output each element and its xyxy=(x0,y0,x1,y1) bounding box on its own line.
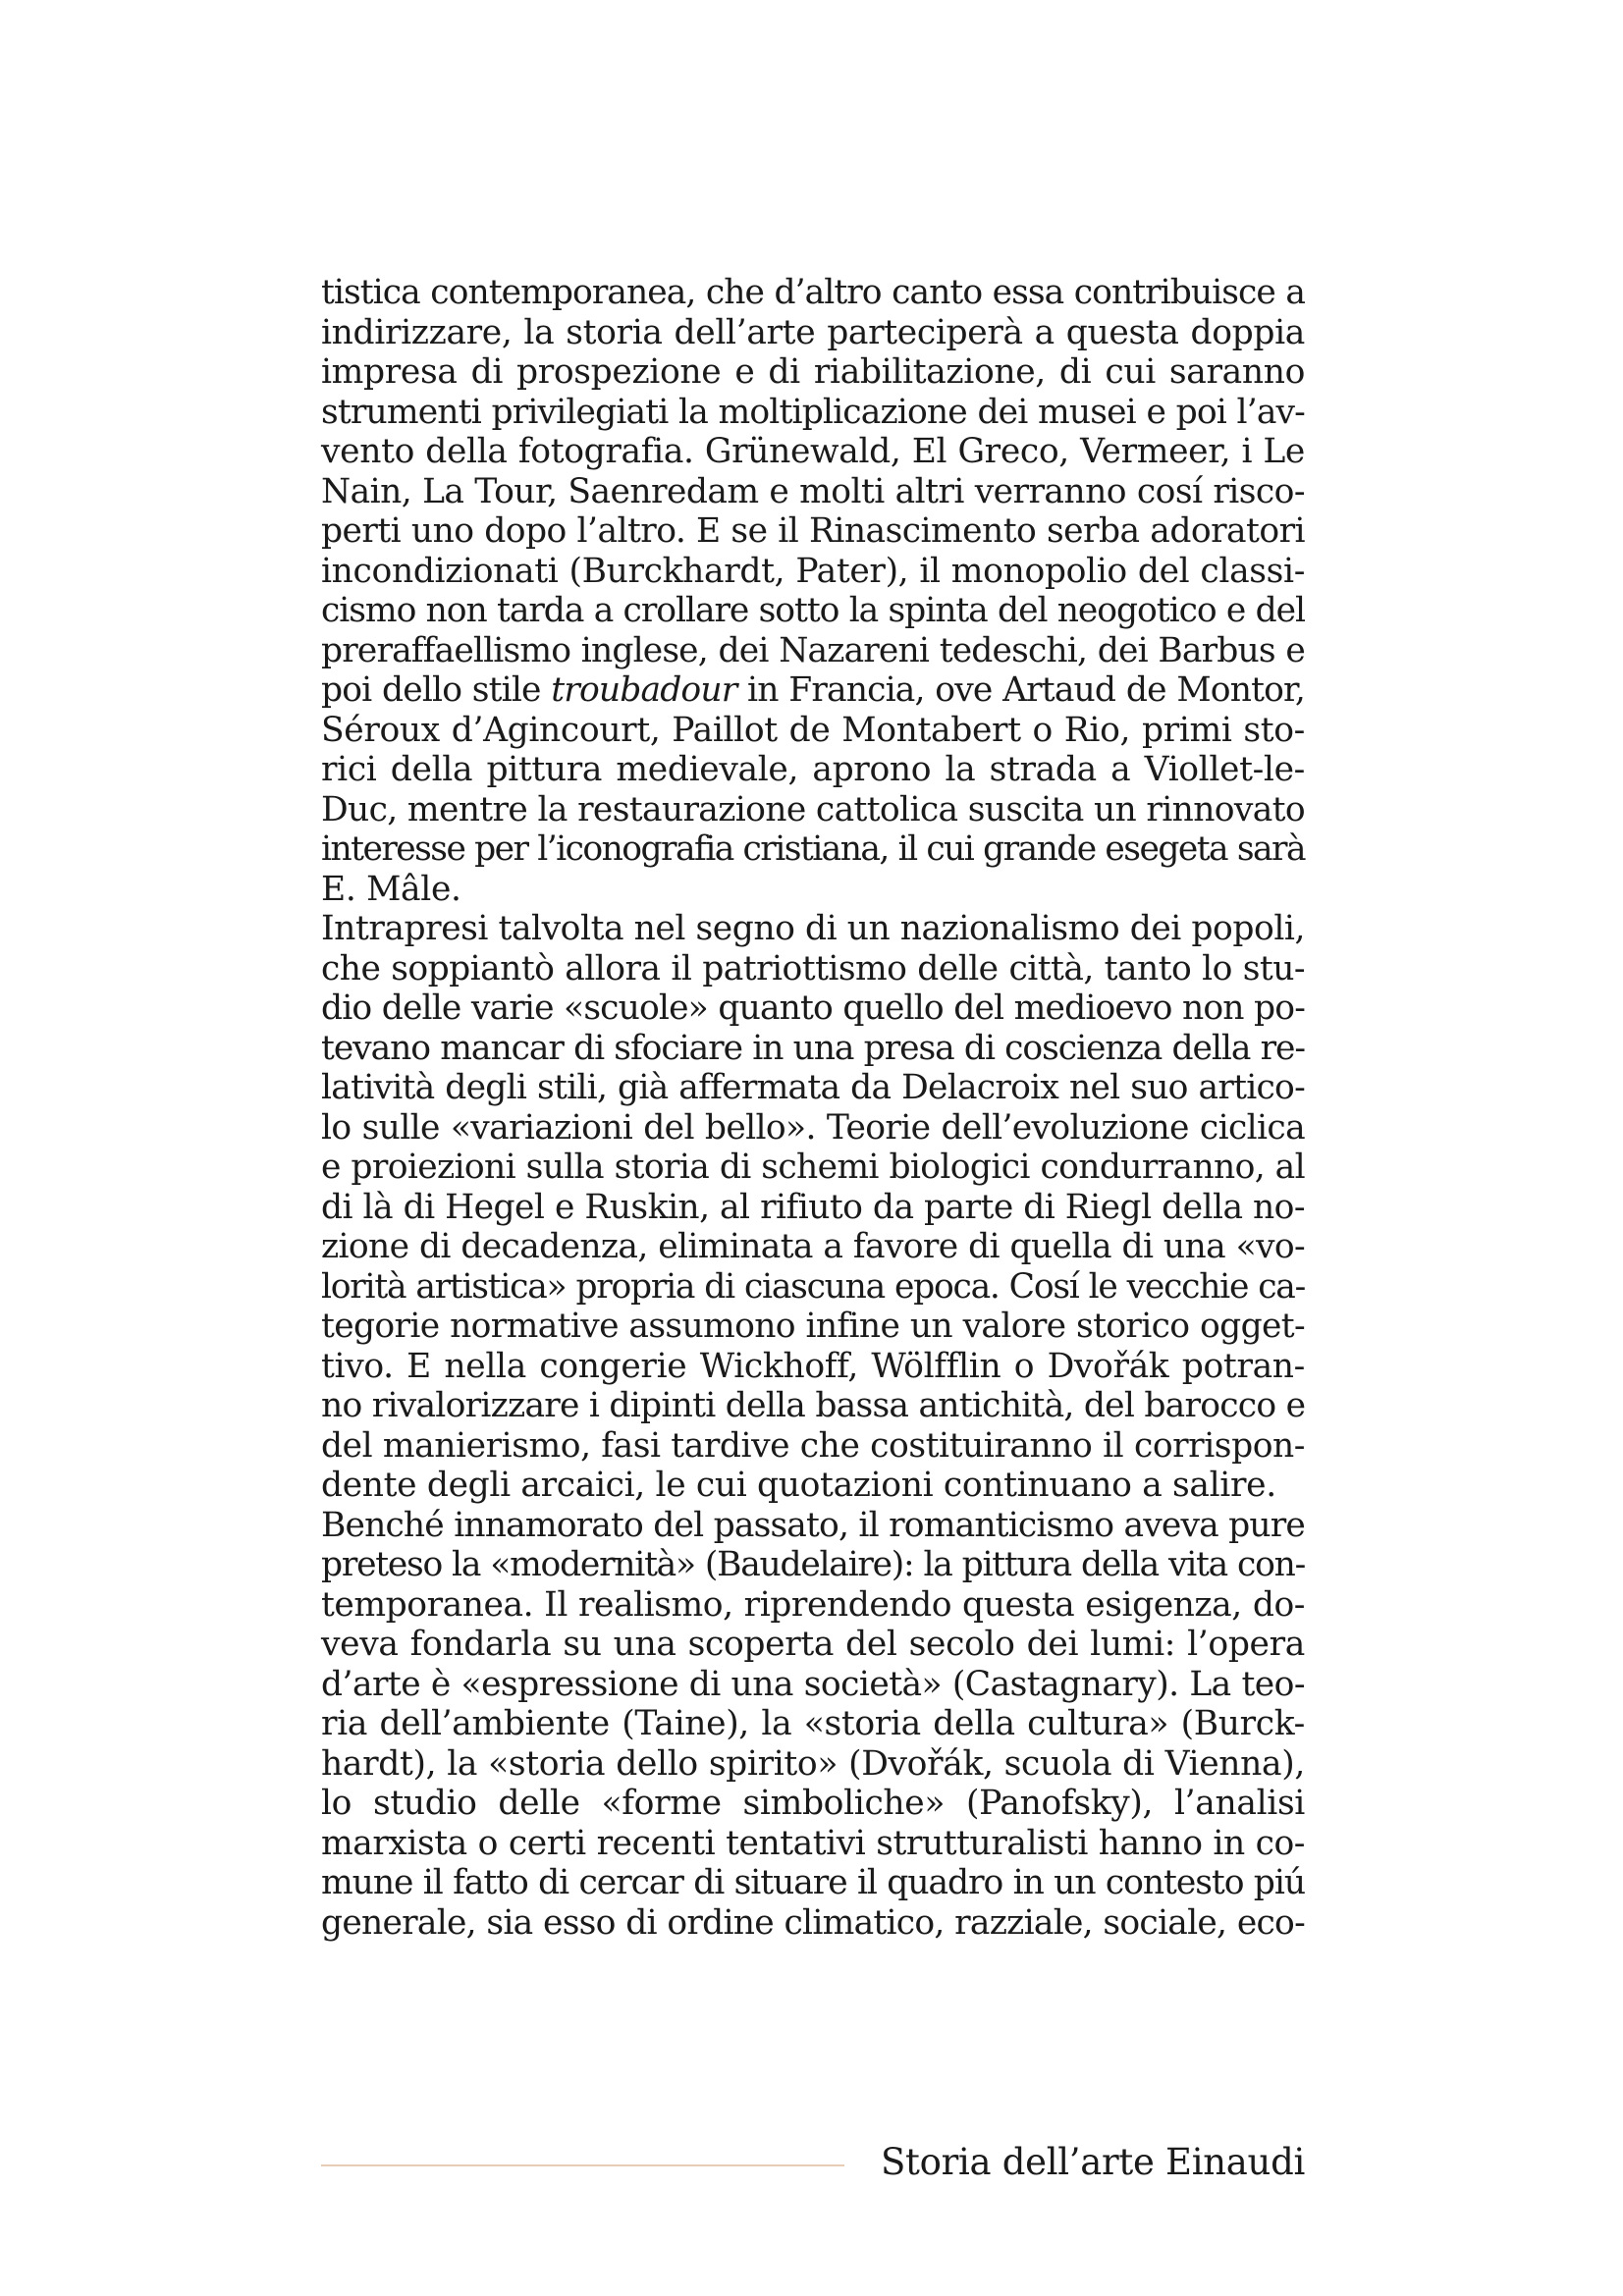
text-line: dio delle varie «scuole» quanto quello del medioevo non po- xyxy=(321,988,1305,1028)
text-line: lo studio delle «forme simboliche» (Panofsky), l’analisi xyxy=(321,1784,1305,1823)
text-line xyxy=(321,670,1305,711)
text-line: Séroux d’Agincourt, Paillot de Montabert o Rio, primi sto- xyxy=(321,710,1305,750)
text-line: impresa di prospezione e di riabilitazione, di cui saranno xyxy=(321,352,1305,392)
text-line: di là di Hegel e Ruskin, al rifiuto da parte di Riegl della no- xyxy=(321,1187,1305,1227)
text-segment: in Francia, ove Artaud de Montor, xyxy=(736,670,1305,710)
text-line: Intrapresi talvolta nel segno di un nazionalismo dei popoli, xyxy=(321,909,1305,948)
footer-rule xyxy=(321,2164,844,2166)
text-line: Benché innamorato del passato, il romanticismo aveva pure xyxy=(321,1505,1305,1545)
text-line: marxista o certi recenti tentativi strutturalisti hanno in co- xyxy=(321,1823,1305,1863)
text-line: tevano mancar di sfociare in una presa di coscienza della re- xyxy=(321,1028,1305,1068)
text-line: interesse per l’iconografia cristiana, il cui grande esegeta sarà xyxy=(321,829,1305,869)
text-line: hardt), la «storia dello spirito» (Dvořák, scuola di Vienna), xyxy=(321,1743,1305,1784)
text-line: lo sulle «variazioni del bello». Teorie dell’evoluzione ciclica xyxy=(321,1107,1305,1148)
text-line: vento della fotografia. Grünewald, El Greco, Vermeer, i Le xyxy=(321,432,1305,471)
text-line: che soppiantò allora il patriottismo delle città, tanto lo stu- xyxy=(321,948,1305,988)
text-line: e proiezioni sulla storia di schemi biologici condurranno, al xyxy=(321,1148,1305,1187)
text-line: generale, sia esso di ordine climatico, razziale, sociale, eco- xyxy=(321,1902,1305,1943)
text-line: incondizionati (Burckhardt, Pater), il monopolio del classi- xyxy=(321,551,1305,591)
text-line: mune il fatto di cercar di situare il quadro in un contesto piú xyxy=(321,1863,1305,1902)
text-line: indirizzare, la storia dell’arte parteciperà a questa doppia xyxy=(321,312,1305,352)
footer-title: Storia dell’arte Einaudi xyxy=(881,2141,1305,2183)
text-line: preraffaellismo inglese, dei Nazareni tedeschi, dei Barbus e xyxy=(321,630,1305,670)
text-line: Duc, mentre la restaurazione cattolica suscita un rinnovato xyxy=(321,789,1305,829)
text-line: del manierismo, fasi tardive che costituiranno il corrispon- xyxy=(321,1425,1305,1466)
text-segment: poi dello stile xyxy=(321,670,552,710)
text-line: Nain, La Tour, Saenredam e molti altri verranno cosí risco- xyxy=(321,471,1305,511)
text-line: ria dell’ambiente (Taine), la «storia della cultura» (Burck- xyxy=(321,1704,1305,1743)
text-line: latività degli stili, già affermata da Delacroix nel suo artico- xyxy=(321,1068,1305,1107)
text-line: E. Mâle. xyxy=(321,869,461,909)
text-line: perti uno dopo l’altro. E se il Rinascimento serba adoratori xyxy=(321,511,1305,551)
body-text xyxy=(321,273,1305,1943)
text-line: cismo non tarda a crollare sotto la spinta del neogotico e del xyxy=(321,591,1305,630)
text-line: preteso la «modernità» (Baudelaire): la pittura della vita con- xyxy=(321,1545,1305,1584)
text-line: tistica contemporanea, che d’altro canto essa contribuisce a xyxy=(321,273,1305,312)
text-line: tegorie normative assumono infine un valore storico ogget- xyxy=(321,1307,1305,1346)
text-line: d’arte è «espressione di una società» (Castagnary). La teo- xyxy=(321,1664,1305,1704)
text-line: temporanea. Il realismo, riprendendo questa esigenza, do- xyxy=(321,1584,1305,1625)
text-line: strumenti privilegiati la moltiplicazione dei musei e poi l’av- xyxy=(321,392,1305,432)
italic-term: troubadour xyxy=(551,670,737,710)
text-line: no rivalorizzare i dipinti della bassa antichità, del barocco e xyxy=(321,1386,1306,1425)
text-line: zione di decadenza, eliminata a favore di quella di una «vo- xyxy=(321,1227,1305,1266)
text-line: dente degli arcaici, le cui quotazioni continuano a salire. xyxy=(321,1466,1276,1505)
text-line: rici della pittura medievale, aprono la strada a Viollet-le- xyxy=(321,750,1305,789)
text-line: lorità artistica» propria di ciascuna epoca. Cosí le vecchie ca- xyxy=(321,1266,1305,1307)
text-line: veva fondarla su una scoperta del secolo dei lumi: l’opera xyxy=(321,1625,1305,1664)
text-line: tivo. E nella congerie Wickhoff, Wölfflin o Dvořák potran- xyxy=(321,1346,1305,1386)
